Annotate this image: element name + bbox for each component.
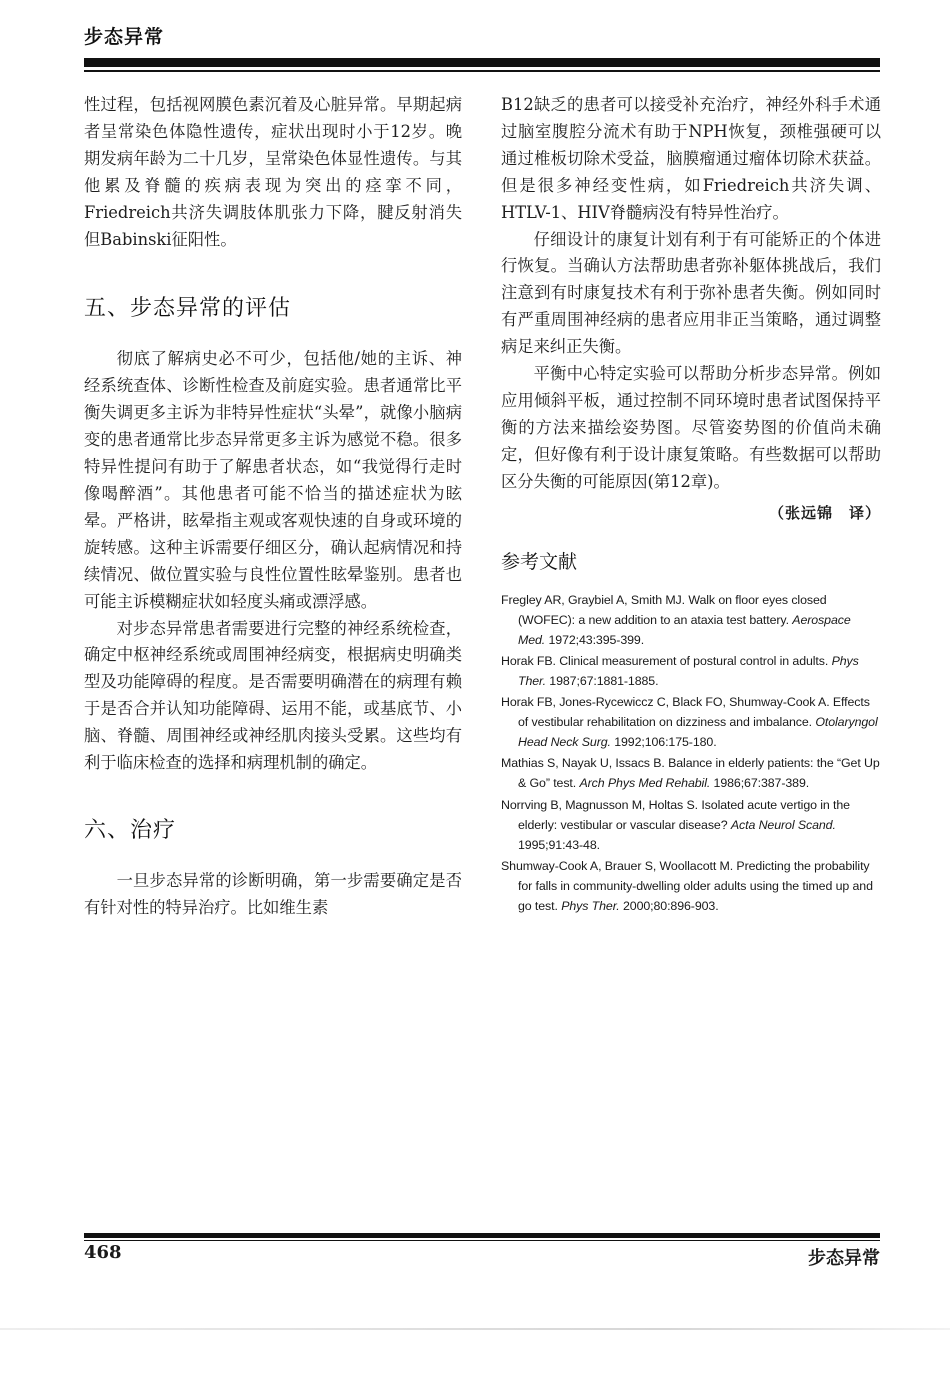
translator-credit: （张远锦 译）	[768, 503, 881, 522]
reference-item: Fregley AR, Graybiel A, Smith MJ. Walk on floor eyes closed (WOFEC): a new addition to an ataxia test battery. Aerospace Med. 1972;43:395-399.	[501, 592, 851, 647]
paragraph-history: 彻底了解病史必不可少，包括他/她的主诉、神经系统查体、诊断性检查及前庭实验。患者通常比平衡失调更多主诉为非特异性症状“头晕”，就像小脑病变的患者通常比步态异常更多主诉为感觉不稳。很多特异性提问有助于了解患者状态，如“我觉得行走时像喝醉酒”。其他患者可能不恰当的描述症状为眩晕。严格讲，眩晕指主观或客观快速的自身或环境的旋转感。这种主诉需要仔细区分，确认起病情况和持续情况、做位置实验与良性位置性眩晕鉴别。患者也可能主诉模糊症状如轻度头痛或漂浮感。	[84, 349, 462, 611]
reference-item: Mathias S, Nayak U, Issacs B. Balance in elderly patients: the “Get Up & Go” test. Arch Phys Med Rehabil. 1986;67:387-389.	[501, 756, 880, 791]
footer-rule-thin	[84, 1240, 880, 1241]
paragraph-balance-lab: 平衡中心特定实验可以帮助分析步态异常。例如应用倾斜平板，通过控制不同环境时患者试图保持平衡的方法来描绘姿势图。尽管姿势图的价值尚未确定，但好像有利于设计康复策略。有些数据可以帮助区分失衡的可能原因(第12章)。	[501, 364, 881, 491]
right-column	[501, 92, 881, 917]
section-heading-assessment: 五、步态异常的评估	[84, 296, 292, 322]
reference-item: Shumway-Cook A, Brauer S, Woollacott M. Predicting the probability for falls in community-dwelling older adults using the timed up and go test. Phys Ther. 2000;80:896-903.	[501, 858, 873, 913]
paragraph-continued: 性过程，包括视网膜色素沉着及心脏异常。早期起病者呈常染色体隐性遗传，症状出现时小于12岁。晚期发病年龄为二十几岁，呈常染色体显性遗传。与其他累及脊髓的疾病表现为突出的痉挛不同，Friedreich共济失调肢体肌张力下降，腱反射消失但Babinski征阳性。	[84, 95, 462, 249]
header-rule-thick	[84, 58, 880, 67]
footer-rule-thick	[84, 1233, 880, 1238]
paragraph-exam: 对步态异常患者需要进行完整的神经系统检查，确定中枢神经系统或周围神经病变，根据病史明确类型及功能障碍的程度。是否需要明确潜在的病理有赖于是否合并认知功能障碍、运用不能，或基底节、小脑、脊髓、周围神经或神经肌肉接头受累。这些均有利于临床检查的选择和病理机制的确定。	[84, 618, 462, 773]
paragraph-rehabilitation: 仔细设计的康复计划有利于有可能矫正的个体进行恢复。当确认方法帮助患者弥补躯体挑战后，我们注意到有时康复技术有利于弥补患者失衡。例如同时有严重周围神经病的患者应用非正当策略，通过调整病足来纠正失衡。	[501, 229, 881, 357]
header-rule-thin	[84, 70, 880, 72]
left-column	[84, 92, 462, 922]
reference-item: Horak FB. Clinical measurement of postural control in adults. Phys Ther. 1987;67:1881-1885.	[501, 653, 859, 688]
references-heading: 参考文献	[501, 550, 578, 573]
section-heading-treatment: 六、治疗	[84, 817, 177, 843]
reference-item: Horak FB, Jones-Rycewiccz C, Black FO, Shumway-Cook A. Effects of vestibular rehabilitation on dizziness and imbalance. Otolaryngol Head Neck Surg. 1992;106:175-180.	[501, 695, 878, 750]
footer-running-title: 步态异常	[808, 1248, 880, 1269]
paragraph-treatment: 一旦步态异常的诊断明确，第一步需要确定是否有针对性的特异治疗。比如维生素	[84, 870, 462, 917]
paragraph-continued-right: B12缺乏的患者可以接受补充治疗，神经外科手术通过脑室腹腔分流术有助于NPH恢复，颈椎强硬可以通过椎板切除术受益，脑膜瘤通过瘤体切除术获益。但是很多神经变性病，如Friedreich共济失调、HTLV-1、HIV脊髓病没有特异性治疗。	[501, 95, 881, 222]
running-head-title: 步态异常	[84, 26, 165, 48]
references-list	[501, 590, 881, 917]
page-number: 468	[84, 1242, 122, 1263]
reference-item: Norrving B, Magnusson M, Holtas S. Isolated acute vertigo in the elderly: vestibular or vascular disease? Acta Neurol Scand. 1995;91:43-48.	[501, 797, 850, 852]
scan-edge-line	[0, 1328, 950, 1330]
